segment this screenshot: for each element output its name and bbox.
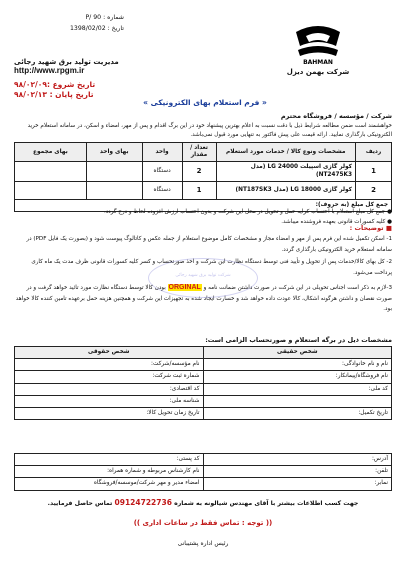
legal-field[interactable]: کد اقتصادی: xyxy=(15,383,204,395)
items-header-row xyxy=(15,143,392,162)
row-unit: دستگاه xyxy=(142,162,182,181)
row-description: کولر گازی 18000 LG (مدل NT187SK3) xyxy=(216,181,356,199)
svg-text:BAHMAN: BAHMAN xyxy=(303,59,333,66)
total-in-words-label: جمع کل مبلغ (به حروف): xyxy=(15,199,392,211)
start-date: تاریخ شروع :۹۸/۰۲/۰۹ xyxy=(14,80,96,89)
col-description: مشخصات ونوع کالا / خدمات مورد استعلام xyxy=(216,143,356,162)
fax-field[interactable]: نمابر: xyxy=(203,478,392,490)
form-title: « فرم استعلام بهای الکترونیکی » xyxy=(143,98,267,107)
logo-brand-name: شرکت بهمن دیزل xyxy=(286,68,350,76)
notes-title: ■ توضیحات : xyxy=(349,224,392,232)
col-total: بهای مجموع xyxy=(15,143,87,162)
table-row xyxy=(15,359,392,371)
department-name: مدیریت تولید برق شهید رجائی xyxy=(14,58,119,66)
table-row xyxy=(15,466,392,478)
document-number xyxy=(14,14,124,22)
col-unit: واحد xyxy=(142,143,182,162)
contact-text-start: جهت کسب اطلاعات بیشتر با آقای مهندس شیالونه به شماره xyxy=(174,500,359,507)
table-row xyxy=(15,371,392,383)
table-row xyxy=(15,395,392,407)
required-details-title: مشخصات ذیل در برگه استعلام و صورتحساب الزامی است: xyxy=(205,336,392,344)
date-label: تاریخ : xyxy=(107,24,124,32)
legal-field[interactable]: تاریخ زمان تحویل کالا: xyxy=(15,408,204,420)
legal-field[interactable]: شماره ثبت شرکت: xyxy=(15,371,204,383)
note-item: 2- کل بهای کالا/خدمات پس از تحویل و تأیید فنی توسط دستگاه نظارت این شرکت و اخذ صورتحساب و کسر کلیه کسورات قانونی ظرف مدت یک ماه کاری پرداخت می‌شود. xyxy=(31,259,392,276)
note-3-end: بودن کالا توسط دستگاه نظارت مورد تائید خواهد گرفت و در صورت نقصان و داشتن هرگونه اشکال، کالا عودت داده خواهد شد و خسارت ایجاد شده به تجهیزات این شرکت و همچنین هزینه حمل برعهده تامین کننده کالا خواهد بود. xyxy=(15,284,392,313)
document-meta xyxy=(14,14,124,36)
col-real-person: شخص حقیقی xyxy=(203,347,392,359)
table-row xyxy=(15,181,392,199)
real-field[interactable]: کد ملی: xyxy=(203,383,392,395)
original-highlight: ORGINAL xyxy=(168,283,201,291)
real-field[interactable] xyxy=(203,395,392,407)
phone-field[interactable]: تلفن: xyxy=(203,466,392,478)
document-date xyxy=(14,25,124,33)
bahman-diesel-logo-icon xyxy=(292,22,344,66)
end-date: تاریخ پایان : ۹۸/۰۲/۱۳ xyxy=(14,90,94,100)
signature-title: رئیس اداره پشتیبانی xyxy=(177,540,229,547)
table-row xyxy=(15,383,392,395)
official-stamp: شرکت تولید برق شهید رجائی xyxy=(148,258,258,298)
row-unit-price-field[interactable] xyxy=(86,181,142,199)
row-quantity: 1 xyxy=(182,181,216,199)
address-table xyxy=(14,453,392,491)
number-label: شماره : xyxy=(103,14,124,21)
bullet-item: ● جمع کل مبلغ استعلام با احتساب کرایه حمل و تحویل در محل این شرکت و بدون احتساب ارزش افزوده لحاظ و درج گردد. xyxy=(104,209,392,215)
website-url[interactable]: http://www.rpgm.ir xyxy=(14,66,85,75)
signature-field[interactable]: امضاء مدیر و مهر شرکت/موسسه/فروشگاه xyxy=(15,478,204,490)
table-row xyxy=(15,454,392,466)
office-hours-note: (( توجه : تماس فقط در ساعات اداری )) xyxy=(133,519,273,527)
row-total-field[interactable] xyxy=(15,181,87,199)
col-row: ردیف xyxy=(356,143,392,162)
greeting: شرکت / مؤسسه / فروشگاه محترم xyxy=(280,112,392,120)
supplier-details-table xyxy=(14,346,392,420)
supplier-header-row xyxy=(15,347,392,359)
row-total-field[interactable] xyxy=(15,162,87,181)
intro-text: خواهشمند است ضمن مطالعه شرایط ذیل با دقت نسبت به اعلام بهترین پیشنهاد خود در این برگ اقدام و پس از مهر، امضاء و اسکن، در سامانه استعلام خرید الکترونیکی بارگذاری نمایید. ارائه قیمت علی پیش فاکتور به تنهایی مورد قبول نمی‌باشد. xyxy=(27,123,392,138)
items-table xyxy=(14,142,392,212)
address-field[interactable]: آدرس: xyxy=(203,454,392,466)
number-value: P/ 90 xyxy=(85,14,102,21)
col-quantity: تعداد / مقدار xyxy=(182,143,216,162)
table-row xyxy=(15,408,392,420)
row-quantity: 2 xyxy=(182,162,216,181)
table-row xyxy=(15,162,392,181)
contact-phone[interactable]: 09124722736 xyxy=(114,498,172,507)
row-description: کولر گازی اسپیلت 24000 LG (مدل NT2475K3) xyxy=(216,162,356,181)
bullet-item: ● کلیه کسورات قانونی بعهده فروشنده میباشد. xyxy=(281,218,392,225)
real-field[interactable]: تاریخ تکمیل: xyxy=(203,408,392,420)
row-number: 2 xyxy=(356,181,392,199)
real-field[interactable]: نام فروشگاه/پیمانکار: xyxy=(203,371,392,383)
legal-field[interactable]: نام مؤسسه/شرکت: xyxy=(15,359,204,371)
date-value: 1398/02/02 xyxy=(69,24,106,32)
row-unit: دستگاه xyxy=(142,181,182,199)
postal-code-field[interactable]: کد پستی: xyxy=(15,454,204,466)
col-legal-person: شخص حقوقی xyxy=(15,347,204,359)
contact-info xyxy=(14,498,392,508)
legal-field[interactable]: شناسه ملی: xyxy=(15,395,204,407)
real-field[interactable]: نام و نام خانوادگی: xyxy=(203,359,392,371)
col-unit-price: بهای واحد xyxy=(86,143,142,162)
row-number: 1 xyxy=(356,162,392,181)
contact-text-end: تماس حاصل فرمایید. xyxy=(47,500,113,507)
note-item: 1- اسکن تکمیل شده این فرم پس از مهر و امضاء مجاز و مشخصات کامل موضوع استعلام از جمله عکس و کاتالوگ پیوست شود و (بصورت یک فایل PDF) در سامانه استعلام خرید الکترونیکی بارگذاری گردد. xyxy=(26,236,392,253)
row-unit-price-field[interactable] xyxy=(86,162,142,181)
company-logo xyxy=(268,22,390,84)
table-row xyxy=(15,478,392,490)
contact-person-field[interactable]: نام کارشناس مربوطه و شماره همراه: xyxy=(15,466,204,478)
note-3-start: 3-لازم به ذکر است اجناس تحویلی در این شرکت در صورت داشتن ضمانت نامه و xyxy=(203,284,392,291)
